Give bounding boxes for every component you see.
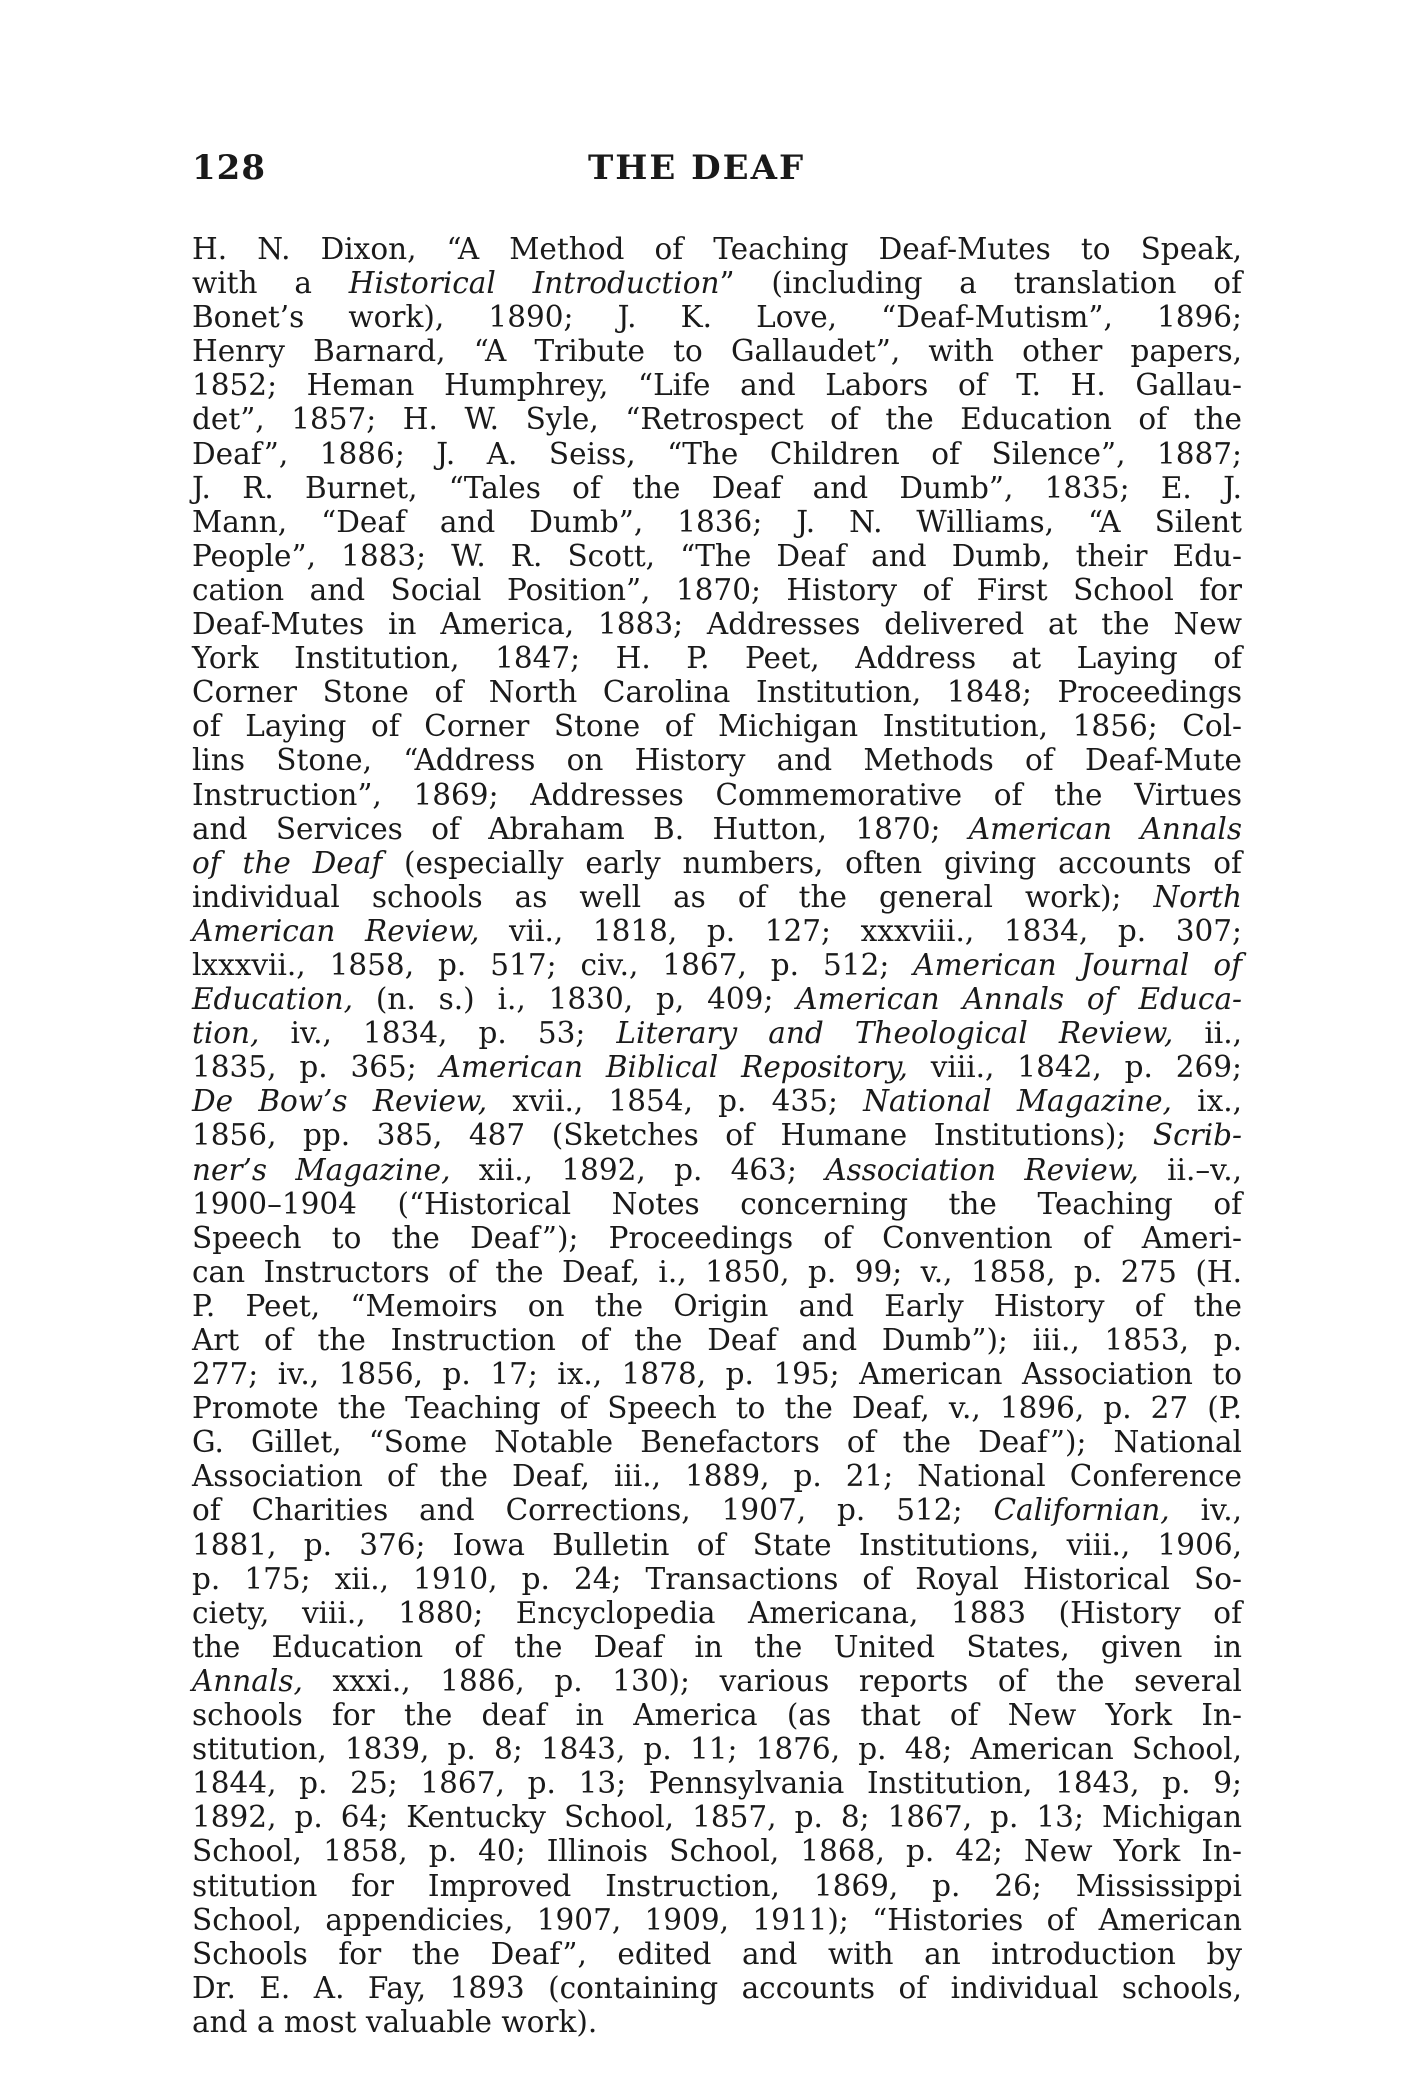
text-run: Henry Barnard, “A Tribute to Gallaudet”, with other papers,	[192, 334, 1242, 369]
text-line	[192, 709, 1242, 743]
text-line	[192, 437, 1242, 471]
text-line	[192, 1800, 1242, 1834]
text-line	[192, 1153, 1242, 1187]
text-run: with a	[192, 266, 349, 301]
text-line	[192, 334, 1242, 368]
text-line	[192, 1221, 1242, 1255]
text-line	[192, 1084, 1242, 1118]
text-line	[192, 914, 1242, 948]
text-run: and a most valuable work).	[192, 2004, 598, 2039]
page-number: 128	[192, 148, 266, 188]
text-run: the Education of the Deaf in the United States, given in	[192, 1629, 1242, 1664]
text-run: P. Peet, “Memoirs on the Origin and Early History of the	[192, 1288, 1242, 1323]
text-line	[192, 778, 1242, 812]
text-run: ii.–v.,	[1138, 1152, 1242, 1187]
italic-title: National Magazine,	[863, 1084, 1172, 1119]
text-line	[192, 1630, 1242, 1664]
text-line	[192, 982, 1242, 1016]
text-run: J. R. Burnet, “Tales of the Deaf and Dumb”, 1835; E. J.	[192, 470, 1242, 505]
text-line	[192, 1664, 1242, 1698]
italic-title: Literary and Theological Review,	[616, 1016, 1174, 1051]
text-line	[192, 368, 1242, 402]
text-line	[192, 1937, 1242, 1971]
text-run: Promote the Teaching of Speech to the Deaf, v., 1896, p. 27 (P.	[192, 1391, 1242, 1426]
italic-title: Historical Introduction	[348, 266, 720, 301]
italic-title: American Annals of Educa-	[796, 982, 1242, 1017]
text-line	[192, 1050, 1242, 1084]
bibliography-paragraph	[192, 232, 1242, 2039]
text-run: York Institution, 1847; H. P. Peet, Address at Laying of	[192, 641, 1242, 676]
italic-title: American Biblical Repository,	[439, 1050, 908, 1085]
text-line	[192, 1016, 1242, 1050]
text-line	[192, 812, 1242, 846]
text-run: ciety, viii., 1880; Encyclopedia Americana, 1883 (History of	[192, 1595, 1242, 1630]
text-run: (especially early numbers, often giving accounts of	[382, 845, 1242, 880]
text-run: xvii., 1854, p. 435;	[487, 1084, 864, 1119]
text-run: Instruction”, 1869; Addresses Commemorative of the Virtues	[192, 777, 1242, 812]
text-line	[192, 607, 1242, 641]
text-line	[192, 266, 1242, 300]
text-line	[192, 232, 1242, 266]
text-line	[192, 1596, 1242, 1630]
text-run: 1852; Heman Humphrey, “Life and Labors of T. H. Gallau-	[192, 368, 1242, 403]
text-run: iv., 1834, p. 53;	[259, 1016, 617, 1051]
text-run: 1881, p. 376; Iowa Bulletin of State Institutions, viii., 1906,	[192, 1527, 1242, 1562]
italic-title: tion,	[192, 1016, 260, 1051]
text-run: Association of the Deaf, iii., 1889, p. 21; National Conference	[192, 1459, 1242, 1494]
italic-title: Californian,	[993, 1493, 1170, 1528]
text-line	[192, 1903, 1242, 1937]
text-run: School, appendicies, 1907, 1909, 1911); “Histories of American	[192, 1902, 1242, 1937]
text-run: of Laying of Corner Stone of Michigan Institution, 1856; Col-	[192, 709, 1242, 744]
text-line	[192, 1357, 1242, 1391]
text-run: stitution for Improved Instruction, 1869, p. 26; Mississippi	[192, 1868, 1242, 1903]
text-line	[192, 1766, 1242, 1800]
text-line	[192, 846, 1242, 880]
text-run: (n. s.) i., 1830, p, 409;	[352, 982, 797, 1017]
italic-title: American Annals	[968, 811, 1242, 846]
text-run: lxxxvii., 1858, p. 517; civ., 1867, p. 512;	[192, 947, 914, 982]
text-line	[192, 880, 1242, 914]
text-run: G. Gillet, “Some Notable Benefactors of the Deaf”); National	[192, 1425, 1242, 1460]
text-line	[192, 300, 1242, 334]
text-line	[192, 1732, 1242, 1766]
text-run: can Instructors of the Deaf, i., 1850, p. 99; v., 1858, p. 275 (H.	[192, 1254, 1242, 1289]
text-line	[192, 1323, 1242, 1357]
text-run: 1892, p. 64; Kentucky School, 1857, p. 8; 1867, p. 13; Michigan	[192, 1800, 1242, 1835]
italic-title: Association Review,	[825, 1152, 1139, 1187]
text-line	[192, 948, 1242, 982]
text-line	[192, 539, 1242, 573]
text-run: and Services of Abraham B. Hutton, 1870;	[192, 811, 969, 846]
italic-title: Annals,	[192, 1663, 303, 1698]
text-line	[192, 1187, 1242, 1221]
text-run: lins Stone, “Address on History and Methods of Deaf-Mute	[192, 743, 1242, 778]
italic-title: Scrib-	[1152, 1118, 1242, 1153]
text-run: 1835, p. 365;	[192, 1050, 440, 1085]
text-run: cation and Social Position”, 1870; History of First School for	[192, 572, 1242, 607]
italic-title: Education,	[192, 982, 353, 1017]
text-run: viii., 1842, p. 269;	[907, 1050, 1243, 1085]
italic-title: American Review,	[192, 913, 480, 948]
text-line	[192, 1971, 1242, 2005]
text-line	[192, 1869, 1242, 1903]
text-run: ix.,	[1171, 1084, 1242, 1119]
text-run: Speech to the Deaf”); Proceedings of Convention of Ameri-	[192, 1220, 1242, 1255]
text-line	[192, 402, 1242, 436]
text-run: Deaf-Mutes in America, 1883; Addresses delivered at the New	[192, 607, 1242, 642]
text-line	[192, 675, 1242, 709]
text-line	[192, 1493, 1242, 1527]
text-run: det”, 1857; H. W. Syle, “Retrospect of the Education of the	[192, 402, 1242, 437]
text-run: ii.,	[1173, 1016, 1242, 1051]
text-line	[192, 1459, 1242, 1493]
text-run: 277; iv., 1856, p. 17; ix., 1878, p. 195; American Association to	[192, 1357, 1242, 1392]
text-line	[192, 1528, 1242, 1562]
italic-title: ner’s Magazine,	[192, 1152, 451, 1187]
text-run: vii., 1818, p. 127; xxxviii., 1834, p. 307;	[479, 913, 1242, 948]
text-line	[192, 2005, 1242, 2039]
text-run: individual schools as well as of the general work);	[192, 879, 1154, 914]
text-line	[192, 1698, 1242, 1732]
text-run: H. N. Dixon, “A Method of Teaching Deaf-Mutes to Speak,	[192, 232, 1242, 266]
text-run: 1900–1904 (“Historical Notes concerning the Teaching of	[192, 1186, 1242, 1221]
text-run: Mann, “Deaf and Dumb”, 1836; J. N. Williams, “A Silent	[192, 504, 1242, 539]
text-line	[192, 641, 1242, 675]
text-run: Schools for the Deaf”, edited and with an introduction by	[192, 1936, 1242, 1971]
text-run: stitution, 1839, p. 8; 1843, p. 11; 1876, p. 48; American School,	[192, 1732, 1242, 1767]
text-run: Art of the Instruction of the Deaf and Dumb”); iii., 1853, p.	[192, 1323, 1242, 1357]
text-run: 1856, pp. 385, 487 (Sketches of Humane Institutions);	[192, 1118, 1153, 1153]
running-head: THE DEAF	[588, 148, 806, 188]
text-run: of Charities and Corrections, 1907, p. 512;	[192, 1493, 994, 1528]
text-run: School, 1858, p. 40; Illinois School, 1868, p. 42; New York In-	[192, 1834, 1242, 1869]
text-run: schools for the deaf in America (as that of New York In-	[192, 1698, 1242, 1733]
text-line	[192, 1391, 1242, 1425]
italic-title: of the Deaf	[192, 845, 383, 880]
text-line	[192, 1425, 1242, 1459]
text-run: 1844, p. 25; 1867, p. 13; Pennsylvania Institution, 1843, p. 9;	[192, 1766, 1242, 1801]
text-run: iv.,	[1169, 1493, 1242, 1528]
text-run: People”, 1883; W. R. Scott, “The Deaf and Dumb, their Edu-	[192, 538, 1242, 573]
text-run: Corner Stone of North Carolina Institution, 1848; Proceedings	[192, 675, 1242, 710]
italic-title: North	[1153, 879, 1242, 914]
text-run: xii., 1892, p. 463;	[450, 1152, 826, 1187]
text-line	[192, 1834, 1242, 1868]
text-line	[192, 1255, 1242, 1289]
text-line	[192, 1289, 1242, 1323]
text-line	[192, 1562, 1242, 1596]
italic-title: De Bow’s Review,	[192, 1084, 488, 1119]
text-line	[192, 471, 1242, 505]
italic-title: American Journal of	[913, 947, 1242, 982]
text-run: ” (including a translation of	[719, 266, 1242, 301]
text-line	[192, 505, 1242, 539]
text-run: xxxi., 1886, p. 130); various reports of the several	[302, 1663, 1242, 1698]
text-line	[192, 743, 1242, 777]
text-line	[192, 1118, 1242, 1152]
text-run: p. 175; xii., 1910, p. 24; Transactions of Royal Historical So-	[192, 1561, 1242, 1596]
text-run: Deaf”, 1886; J. A. Seiss, “The Children of Silence”, 1887;	[192, 436, 1242, 471]
text-run: Dr. E. A. Fay, 1893 (containing accounts of individual schools,	[192, 1970, 1242, 2005]
text-run: Bonet’s work), 1890; J. K. Love, “Deaf-Mutism”, 1896;	[192, 300, 1242, 335]
text-line	[192, 573, 1242, 607]
